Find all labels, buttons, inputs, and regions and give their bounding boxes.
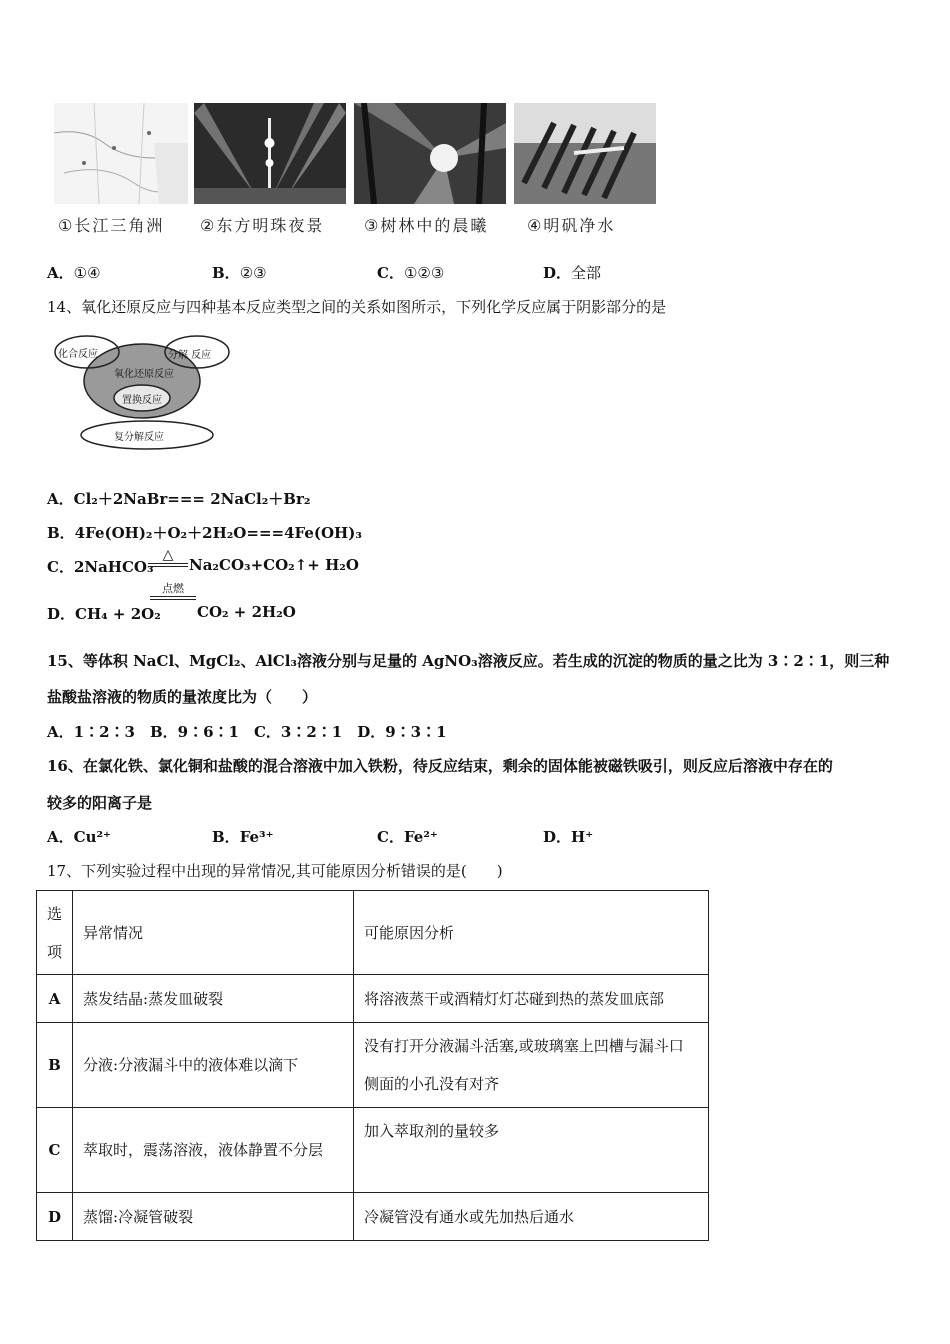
table-row — [37, 975, 709, 1023]
q16-option-d[interactable]: D．H⁺ — [543, 828, 594, 846]
q14-c-product: Na₂CO₃+CO₂↑+ H₂O — [189, 556, 359, 574]
q16-stem-line2: 较多的阳离子是 — [47, 794, 153, 812]
label-combination: 化合反应 — [58, 349, 98, 360]
photo-forest-sunrise — [354, 103, 506, 204]
caption-2: ②东方明珠夜景 — [200, 216, 325, 235]
table-header-row — [37, 891, 709, 975]
q14-stem: 14、氧化还原反应与四种基本反应类型之间的关系如图所示，下列化学反应属于阴影部分的是 — [47, 298, 667, 316]
row-reason: 将溶液蒸干或酒精灯灯芯碰到热的蒸发皿底部 — [354, 975, 709, 1023]
label-displacement: 置换反应 — [122, 395, 162, 406]
row-case: 蒸发结晶:蒸发皿破裂 — [73, 975, 354, 1023]
label-redox: 氧化还原反应 — [114, 369, 174, 380]
row-option: B — [37, 1023, 73, 1108]
header-reason: 可能原因分析 — [354, 891, 709, 975]
caption-3: ③树林中的晨曦 — [364, 216, 489, 235]
q17-stem: 17、下列实验过程中出现的异常情况,其可能原因分析错误的是( ) — [47, 862, 503, 880]
q15-stem-line2: 盐酸盐溶液的物质的量浓度比为（ ） — [47, 688, 318, 706]
row-reason: 冷凝管没有通水或先加热后通水 — [354, 1193, 709, 1241]
row-option: D — [37, 1193, 73, 1241]
map-image-yangtze-delta — [54, 103, 188, 204]
q14-d-product: CO₂ + 2H₂O — [197, 603, 296, 621]
q16-stem-line1: 16、在氯化铁、氯化铜和盐酸的混合溶液中加入铁粉，待反应结束，剩余的固体能被磁铁吸引，则反应后溶液中存在的 — [47, 757, 833, 775]
header-option: 选项 — [37, 891, 73, 975]
q15-options[interactable]: A．1∶2∶3 B．9∶6∶1 C．3∶2∶1 D．9∶3∶1 — [47, 723, 447, 741]
q17-table — [36, 890, 709, 1241]
caption-4: ④明矾净水 — [527, 216, 616, 235]
q16-option-c[interactable]: C．Fe²⁺ — [377, 828, 438, 846]
row-case: 蒸馏:冷凝管破裂 — [73, 1193, 354, 1241]
q14-d-condition: 点燃 — [150, 583, 196, 600]
q14-c-condition: △ — [148, 548, 188, 567]
row-option: A — [37, 975, 73, 1023]
table-row — [37, 1023, 709, 1108]
q16-option-b[interactable]: B．Fe³⁺ — [212, 828, 274, 846]
caption-1: ①长江三角洲 — [58, 216, 165, 235]
q13-option-b[interactable]: B．②③ — [212, 264, 267, 282]
q13-option-c[interactable]: C．①②③ — [377, 264, 445, 282]
table-row — [37, 1193, 709, 1241]
photo-oriental-pearl-night — [194, 103, 346, 204]
row-option: C — [37, 1108, 73, 1193]
q16-option-a[interactable]: A．Cu²⁺ — [47, 828, 111, 846]
photo-alum-water-purification — [514, 103, 656, 204]
label-decomposition: 分解 反应 — [168, 350, 212, 361]
row-reason: 没有打开分液漏斗活塞,或玻璃塞上凹槽与漏斗口侧面的小孔没有对齐 — [354, 1023, 709, 1108]
q14-d-reactant: D．CH₄ + 2O₂ — [47, 605, 161, 623]
q14-option-a[interactable]: A．Cl₂＋2NaBr=== 2NaCl₂＋Br₂ — [47, 490, 311, 508]
q14-option-d[interactable] — [47, 603, 161, 624]
reaction-venn-diagram — [52, 328, 232, 453]
q13-option-d[interactable]: D．全部 — [543, 264, 602, 282]
header-case: 异常情况 — [73, 891, 354, 975]
q14-option-c[interactable] — [47, 556, 154, 577]
table-row — [37, 1108, 709, 1193]
q14-option-b[interactable]: B．4Fe(OH)₂＋O₂＋2H₂O===4Fe(OH)₃ — [47, 524, 362, 542]
label-double-decomposition: 复分解反应 — [114, 432, 164, 443]
q14-c-reactant: C．2NaHCO₃ — [47, 558, 154, 576]
row-case: 萃取时，震荡溶液，液体静置不分层 — [73, 1108, 354, 1193]
row-reason: 加入萃取剂的量较多 — [354, 1108, 709, 1193]
q15-stem-line1: 15、等体积 NaCl、MgCl₂、AlCl₃溶液分别与足量的 AgNO₃溶液反应。若生成的沉淀的物质的量之比为 3∶2∶1，则三种 — [47, 652, 890, 670]
q13-option-a[interactable]: A．①④ — [47, 264, 101, 282]
row-case: 分液:分液漏斗中的液体难以滴下 — [73, 1023, 354, 1108]
